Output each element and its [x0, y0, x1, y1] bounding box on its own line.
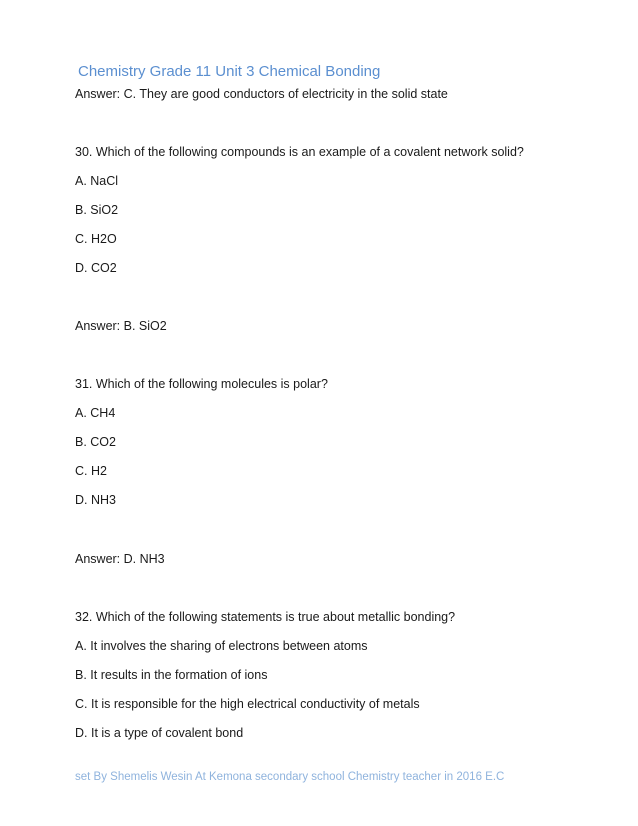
question-30: 30. Which of the following compounds is an example of a covalent network solid?	[75, 145, 524, 159]
question-30-option-b: B. SiO2	[75, 203, 119, 217]
question-31-option-b: B. CO2	[75, 435, 116, 449]
previous-answer: Answer: C. They are good conductors of electricity in the solid state	[75, 87, 448, 101]
question-32-option-d: D. It is a type of covalent bond	[75, 726, 244, 740]
question-30-option-c: C. H2O	[75, 232, 117, 246]
question-32-option-a: A. It involves the sharing of electrons between atoms	[75, 639, 368, 653]
question-32: 32. Which of the following statements is true about metallic bonding?	[75, 610, 456, 624]
question-31-option-a: A. CH4	[75, 406, 116, 420]
question-32-option-c: C. It is responsible for the high electrical conductivity of metals	[75, 697, 420, 711]
question-31-answer: Answer: D. NH3	[75, 552, 165, 566]
question-30-answer: Answer: B. SiO2	[75, 319, 167, 333]
page-footer-credit: set By Shemelis Wesin At Kemona secondary school Chemistry teacher in 2016 E.C	[75, 771, 505, 783]
question-30-option-a: A. NaCl	[75, 174, 119, 188]
question-31-option-d: D. NH3	[75, 493, 116, 507]
question-30-option-d: D. CO2	[75, 261, 117, 275]
question-32-option-b: B. It results in the formation of ions	[75, 668, 268, 682]
question-31-option-c: C. H2	[75, 464, 107, 478]
page-header-title: Chemistry Grade 11 Unit 3 Chemical Bonding	[78, 63, 381, 80]
question-31: 31. Which of the following molecules is polar?	[75, 377, 328, 391]
